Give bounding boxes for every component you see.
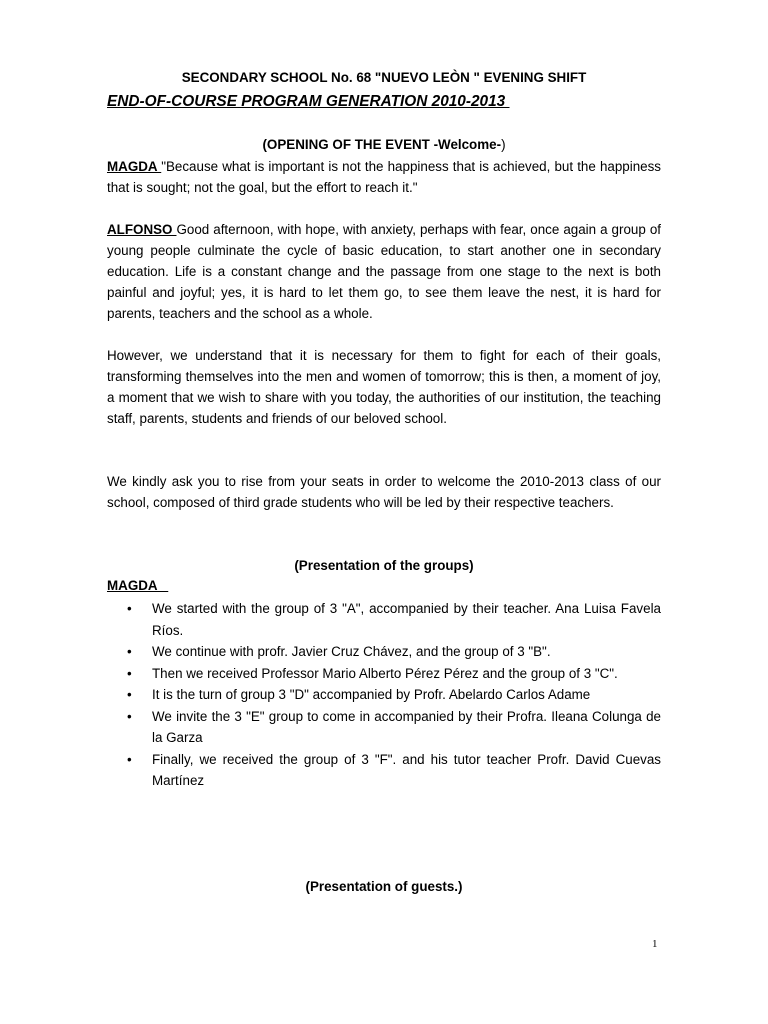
paragraph-welcome-class: We kindly ask you to rise from your seats in order to welcome the 2010-2013 class of our school, composed of third grade students who will be led by their respective teachers. (107, 474, 661, 510)
list-item: • We invite the 3 "E" group to come in accompanied by their Profra. Ileana Colunga de la Garza (107, 706, 661, 749)
alfonso-paragraph (107, 219, 661, 324)
groups-heading: (Presentation of the groups) (294, 558, 474, 573)
paragraph-goals: However, we understand that it is necessary for them to fight for each of their goals, transforming themselves into the men and women of tomorrow; this is then, a moment of joy, a moment that we wish to share with you today, the authorities of our institution, the teaching staff, parents, students and friends of our beloved school. (107, 348, 661, 426)
opening-heading-bold: Welcome- (438, 137, 502, 152)
page-number: 1 (652, 938, 658, 950)
alfonso-text: Good afternoon, with hope, with anxiety, perhaps with fear, once again a group of young people culminate the cycle of basic education, to start another one in secondary education. Life is a constant change and the passage from one stage to the next is both painful and joyful; yes, it is hard to let them go, to see them leave the nest, it is hard for parents, teachers and the school as a whole. (107, 222, 661, 321)
guests-heading: (Presentation of guests.) (305, 879, 463, 894)
groups-list (107, 598, 661, 792)
speaker-magda-groups: MAGDA (107, 578, 169, 593)
list-item: • We started with the group of 3 "A", accompanied by their teacher. Ana Luisa Favela Ríos. (107, 598, 661, 641)
opening-heading (107, 136, 661, 154)
magda-quote-text: "Because what is important is not the happiness that is achieved, but the happiness that is sought; not the goal, but the effort to reach it." (107, 159, 661, 195)
list-item: • Then we received Professor Mario Alberto Pérez Pérez and the group of 3 "C". (107, 663, 661, 685)
speaker-magda: MAGDA (107, 159, 162, 174)
list-item: • It is the turn of group 3 "D" accompanied by Profr. Abelardo Carlos Adame (107, 684, 661, 706)
school-header: SECONDARY SCHOOL No. 68 "NUEVO LEÒN " EVENING SHIFT (181, 70, 587, 85)
document-title: END-OF-COURSE PROGRAM GENERATION 2010-2013 (107, 93, 510, 110)
speaker-alfonso: ALFONSO (107, 222, 177, 237)
opening-heading-prefix: (OPENING OF THE EVENT - (262, 137, 439, 152)
magda-quote (107, 156, 661, 198)
list-item: • We continue with profr. Javier Cruz Chávez, and the group of 3 "B". (107, 641, 661, 663)
opening-heading-suffix: ) (501, 137, 506, 152)
list-item: • Finally, we received the group of 3 "F". and his tutor teacher Profr. David Cuevas Martínez (107, 749, 661, 792)
